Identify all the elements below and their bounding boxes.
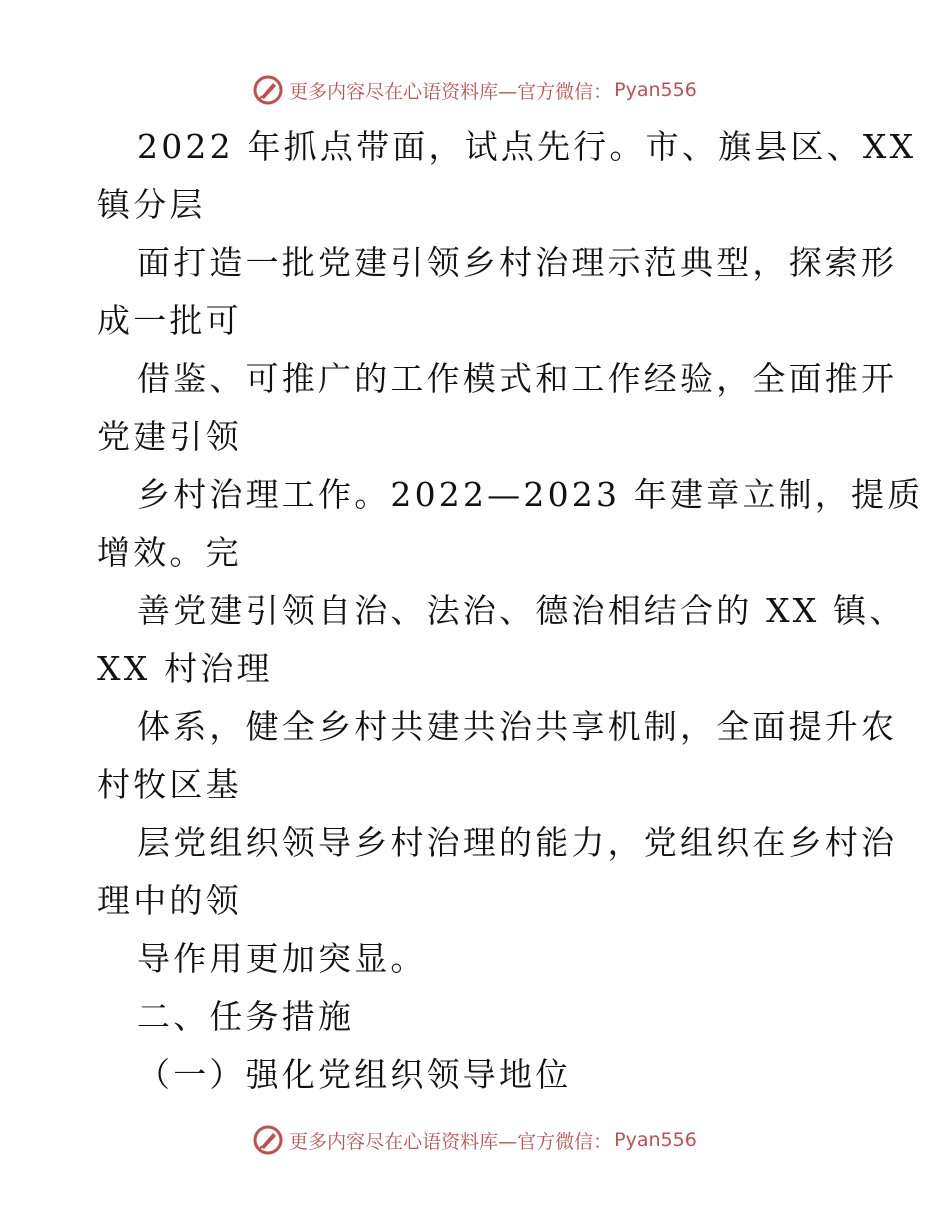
text-line: 导作用更加突显。 [137,939,427,978]
text-line: 党建引领 [97,417,242,456]
text-line: （一）强化党组织领导地位 [137,1055,572,1094]
text-line: 2022 年抓点带面，试点先行。市、旗县区、XX [137,127,917,166]
watermark-text: 更多内容尽在心语资料库—官方微信： [289,1130,613,1153]
text-line: 镇分层 [97,185,206,224]
quill-pen-seal-icon [253,1125,283,1155]
watermark-wechat-id: Pyan556 [614,1129,697,1151]
text-line: 借鉴、可推广的工作模式和工作经验，全面推开 [137,359,898,398]
text-line: 乡村治理工作。2022—2023 年建章立制，提质 [137,475,924,514]
text-line: 层党组织领导乡村治理的能力，党组织在乡村治 [137,823,898,862]
text-line: 成一批可 [97,301,242,340]
document-body [97,118,924,1104]
text-line: 面打造一批党建引领乡村治理示范典型，探索形 [137,243,898,282]
text-line: 善党建引领自治、法治、德治相结合的 XX 镇、 [137,591,906,630]
watermark-header [0,70,950,110]
watermark-footer [0,1120,950,1160]
text-line: 体系，健全乡村共建共治共享机制，全面提升农 [137,707,898,746]
watermark-text: 更多内容尽在心语资料库—官方微信： [289,80,613,103]
text-line: 理中的领 [97,881,242,920]
watermark-wechat-id: Pyan556 [614,79,697,101]
text-line: 村牧区基 [97,765,242,804]
text-line: XX 村治理 [97,649,273,688]
quill-pen-seal-icon [253,75,283,105]
text-line: 增效。完 [97,533,242,572]
text-line: 二、任务措施 [137,997,355,1036]
